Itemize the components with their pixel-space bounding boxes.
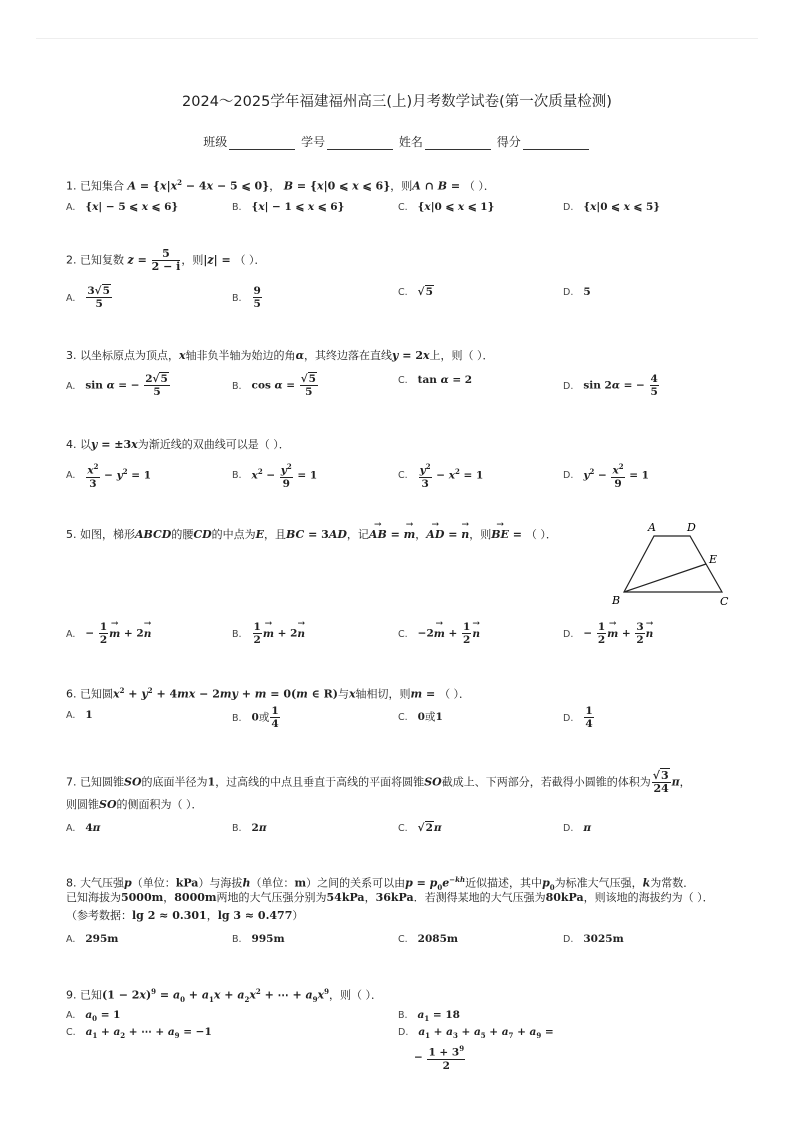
label-e: E [709, 553, 718, 566]
score-label: 得分 [496, 135, 521, 149]
question-7: 7. 已知圆锥SO的底面半径为1，过高线的中点且垂直于高线的平面将圆锥SO截成上、下两部分，若截得小圆锥的体积为 $\frac{√3}{24}$ π， [66, 769, 691, 795]
question-9: 9. 已知$(1 - 2x)^9 = a_0 + a_1x + a_2x^2$ + ⋯ + $a_9x^9$，则（ ）． [66, 987, 382, 1004]
q8-option-d[interactable]: D. 3025m [563, 933, 624, 945]
q6-option-c[interactable]: C. 0或1 [398, 711, 443, 723]
q5-option-c[interactable]: C. −2→ m + $\frac{1}{2}$ → n [398, 621, 480, 646]
score-blank[interactable] [523, 137, 589, 150]
q5-option-d[interactable]: D. − $\frac{1}{2}$ → m + $\frac{3}{2}$ → n [563, 621, 653, 646]
question-8: 8. 大气压强p（单位：kPa）与海拔h（单位：m）之间的关系可以由$p = p_0e^{-kh}$近似描述，其中$p_0$为标准大气压强，k为常数． [66, 875, 695, 892]
page-title: 2024～2025学年福建福州高三(上)月考数学试卷(第一次质量检测) [182, 94, 612, 110]
q9-option-c[interactable]: C. $a_1 + a_2$ + ⋯ + $a_9 = -1$ [66, 1026, 212, 1041]
question-6: 6. 已知圆$x^2 + y^2 + 4mx - 2my + m = 0(m$ ∈ R)与x轴相切，则m = （ ）． [66, 686, 471, 701]
class-blank[interactable] [229, 137, 295, 150]
q6-option-d[interactable]: D. $\frac{1}{4}$ [563, 705, 593, 730]
question-8-line-2: 已知海拔为5000m，8000m两地的大气压强分别为54kPa，36kPa．若测得某地的大气压强为80kPa，则该地的海拔约为（ ）． [66, 891, 714, 904]
q2-option-d[interactable]: D. 5 [563, 286, 591, 298]
q3-option-d[interactable]: D. sin 2α = − $\frac{4}{5}$ [563, 373, 658, 398]
question-8-line-3: （参考数据：lg 2 ≈ 0.301，lg 3 ≈ 0.477） [66, 909, 304, 922]
question-5: 5. 如图，梯形ABCD的腰CD的中点为E，且BC = 3AD，记→ AB = → m，→ AD = → n，则→ BE = （ ）． [66, 527, 557, 542]
q3-option-c[interactable]: C. tan α = 2 [398, 374, 473, 386]
q2-option-b[interactable]: B. $\frac{9}{5}$ [232, 285, 261, 310]
q2-option-a[interactable]: A. $\frac{3√5}{5}$ [66, 285, 110, 310]
q8-option-b[interactable]: B. 995m [232, 933, 285, 945]
q9-option-d[interactable]: D. $a_1 + a_3 + a_5 + a_7 + a_9$ = [398, 1026, 554, 1041]
q9-option-b[interactable]: B. $a_1 = 18$ [398, 1009, 460, 1024]
q6-option-b[interactable]: B. 0或 $\frac{1}{4}$ [232, 705, 279, 730]
q6-option-a[interactable]: A. 1 [66, 709, 93, 721]
label-b: B [612, 594, 621, 607]
q5-option-b[interactable]: B. $\frac{1}{2}$ → m + 2→ n [232, 621, 305, 646]
question-1: 1. 已知集合 $A = \{x|x^2 - 4x - 5$ ⩽ 0}， B = {x|0 ⩽ x ⩽ 6}，则A ∩ B = （ ）． [66, 178, 495, 193]
q9-option-d-continued: − $\frac{1 + 3^9}{2}$ [414, 1044, 465, 1072]
q7-option-a[interactable]: A. 4π [66, 822, 101, 834]
q8-option-a[interactable]: A. 295m [66, 933, 119, 945]
q1-option-c[interactable]: C. {x|0 ⩽ x ⩽ 1} [398, 201, 495, 213]
top-rule [36, 38, 758, 39]
q8-option-c[interactable]: C. 2085m [398, 933, 458, 945]
question-7-line-2: 则圆锥SO的侧面积为（ ）． [66, 798, 203, 811]
name-label: 姓名 [398, 135, 423, 149]
trapezoid-figure [606, 518, 736, 610]
name-blank[interactable] [425, 137, 491, 150]
q7-option-d[interactable]: D. π [563, 822, 592, 834]
q4-option-b[interactable]: B. $x^2$ − $\frac{y^2}{9}$ = 1 [232, 462, 318, 490]
q4-option-a[interactable]: A. $\frac{x^2}{3}$ − $y^2 = 1$ [66, 462, 152, 490]
question-2: 2. 已知复数 z = $\frac{5}{2 - i}$ ，则|z| = （ ）． [66, 247, 266, 273]
label-a: A [648, 521, 656, 534]
q7-option-b[interactable]: B. 2π [232, 822, 267, 834]
q5-option-a[interactable]: A. − $\frac{1}{2}$ → m + 2→ n [66, 621, 151, 646]
q1-option-b[interactable]: B. {x| − 1 ⩽ x ⩽ 6} [232, 201, 345, 213]
student-id-label: 学号 [301, 135, 326, 149]
q3-option-b[interactable]: B. cos α = $\frac{√5}{5}$ [232, 373, 316, 398]
student-info-line [0, 133, 794, 150]
question-3: 3. 以坐标原点为顶点，x轴非负半轴为始边的角α，其终边落在直线y = 2x上，则（ ）． [66, 349, 494, 362]
student-id-blank[interactable] [327, 137, 393, 150]
label-c: C [720, 595, 729, 608]
q2-option-c[interactable]: C. √5 [398, 286, 433, 298]
trapezoid-abcd [624, 536, 722, 592]
q4-option-c[interactable]: C. $\frac{y^2}{3}$ − $x^2 = 1$ [398, 462, 484, 490]
label-d: D [687, 521, 696, 534]
q1-option-a[interactable]: A. {x| − 5 ⩽ x ⩽ 6} [66, 201, 179, 213]
class-label: 班级 [203, 135, 228, 149]
q4-option-d[interactable]: D. $y^2$ − $\frac{x^2}{9}$ = 1 [563, 462, 649, 490]
question-4: 4. 以y = ±3x为渐近线的双曲线可以是（ ）． [66, 438, 290, 451]
q7-option-c[interactable]: C. √2π [398, 822, 442, 834]
q1-option-d[interactable]: D. {x|0 ⩽ x ⩽ 5} [563, 201, 661, 213]
q3-option-a[interactable]: A. sin α = − $\frac{2√5}{5}$ [66, 373, 168, 398]
q9-option-a[interactable]: A. $a_0 = 1$ [66, 1009, 121, 1024]
